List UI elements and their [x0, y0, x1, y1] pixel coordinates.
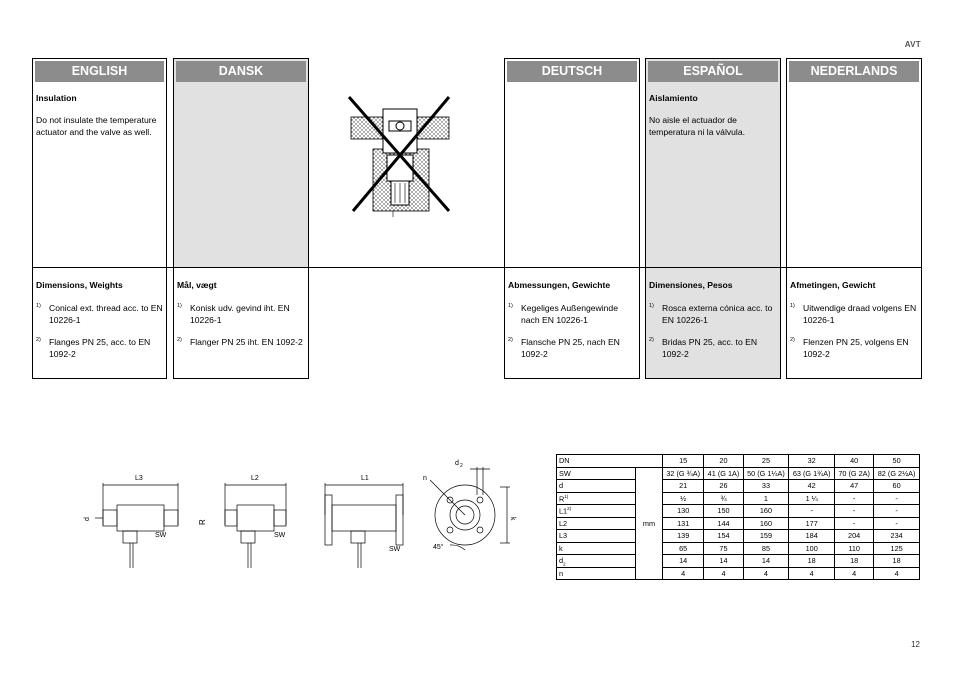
- table-cell: 85: [743, 542, 789, 555]
- column-dansk-insulation: [173, 58, 309, 268]
- table-row: [557, 505, 920, 518]
- column-deutsch-insulation: [504, 58, 640, 268]
- table-cell: 18: [835, 555, 874, 568]
- table-cell: ½: [663, 492, 704, 505]
- brand-label: AVT: [904, 40, 921, 49]
- table-cell: 154: [704, 530, 743, 543]
- label-r: R: [198, 519, 207, 525]
- table-row: [557, 467, 920, 480]
- table-row-label: L1$^{2)}$: [557, 505, 636, 518]
- footnote-2-nederlands: 2) Flenzen PN 25, volgens EN 1092-2: [790, 337, 909, 359]
- table-header-cell: 40: [835, 455, 874, 468]
- table-cell: -: [789, 505, 835, 518]
- table-cell: 4: [835, 567, 874, 580]
- table-cell: 50 (G 1¼A): [743, 467, 789, 480]
- table-row-label: n: [557, 567, 636, 580]
- table-row-label: d: [557, 480, 636, 493]
- column-english-dimensions: [32, 267, 167, 379]
- table-cell: -: [874, 492, 920, 505]
- insulation-text-espanol: No aisle el actuador de temperatura ni la válvula.: [649, 115, 746, 137]
- table-cell: 110: [835, 542, 874, 555]
- table-unit: mm: [636, 467, 663, 580]
- table-cell: -: [835, 517, 874, 530]
- table-cell: 47: [835, 480, 874, 493]
- table-header-row: [557, 455, 920, 468]
- dimension-drawings: [75, 455, 525, 575]
- table-header-cell: 15: [663, 455, 704, 468]
- table-row-label: k: [557, 542, 636, 555]
- table-row: [557, 480, 920, 493]
- table-cell: 14: [743, 555, 789, 568]
- table-cell: 4: [743, 567, 789, 580]
- table-header-cell: 50: [874, 455, 920, 468]
- dimensions-table: [556, 454, 920, 580]
- footnote-1-nederlands: 1) Uitwendige draad volgens EN 10226-1: [790, 303, 917, 325]
- column-espanol-insulation: [645, 58, 781, 268]
- column-header-deutsch: DEUTSCH: [507, 61, 637, 82]
- dims-title-deutsch: Abmessungen, Gewichte: [508, 280, 611, 290]
- table-cell: 4: [874, 567, 920, 580]
- insulation-text-english: Do not insulate the temperature actuator and the valve as well.: [36, 115, 157, 137]
- table-cell: 160: [743, 517, 789, 530]
- table-cell: 75: [704, 542, 743, 555]
- column-header-nederlands: NEDERLANDS: [789, 61, 919, 82]
- column-espanol-dimensions: [645, 267, 781, 379]
- table-cell: 42: [789, 480, 835, 493]
- table-row: [557, 567, 920, 580]
- table-cell: ¾: [704, 492, 743, 505]
- table-row: [557, 542, 920, 555]
- table-cell: 41 (G 1A): [704, 467, 743, 480]
- label-sw-2: SW: [274, 532, 286, 539]
- label-k: k: [509, 517, 516, 521]
- footnote-2-deutsch: 2) Flansche PN 25, nach EN 1092-2: [508, 337, 620, 359]
- label-sw-1: SW: [155, 532, 167, 539]
- table-cell: 1 ¼: [789, 492, 835, 505]
- dims-title-espanol: Dimensiones, Pesos: [649, 280, 733, 290]
- table-cell: 32 (G ¾A): [663, 467, 704, 480]
- column-nederlands-insulation: [786, 58, 922, 268]
- table-cell: 184: [789, 530, 835, 543]
- table-cell: 4: [663, 567, 704, 580]
- table-cell: 60: [874, 480, 920, 493]
- footnote-2-dansk: 2) Flanger PN 25 iht. EN 1092-2: [177, 337, 303, 347]
- insulation-prohibited-illustration: [345, 93, 455, 218]
- footnote-1-deutsch: 1) Kegeliges Außengewinde nach EN 10226-1: [508, 303, 618, 325]
- table-cell: 14: [663, 555, 704, 568]
- table-row-label: $d_2$: [557, 555, 636, 568]
- table-cell: 82 (G 2½A): [874, 467, 920, 480]
- table-row-label: L2: [557, 517, 636, 530]
- table-row-label: SW: [557, 467, 636, 480]
- footnote-1-dansk: 1) Konisk udv. gevind iht. EN 10226-1: [177, 303, 290, 325]
- insulation-title-english: Insulation: [36, 93, 77, 103]
- table-cell: 4: [704, 567, 743, 580]
- table-cell: -: [835, 492, 874, 505]
- table-cell: 14: [704, 555, 743, 568]
- column-header-english: ENGLISH: [35, 61, 164, 82]
- label-d2-subscript: 2: [460, 463, 463, 469]
- table-cell: 204: [835, 530, 874, 543]
- table-cell: 130: [663, 505, 704, 518]
- insulation-title-espanol: Aislamiento: [649, 93, 698, 103]
- table-row: [557, 492, 920, 505]
- table-cell: -: [874, 517, 920, 530]
- table-cell: -: [874, 505, 920, 518]
- label-d2: d: [455, 460, 459, 467]
- table-cell: 18: [874, 555, 920, 568]
- column-deutsch-dimensions: [504, 267, 640, 379]
- footnote-2-english: 2) Flanges PN 25, acc. to EN 1092-2: [36, 337, 151, 359]
- table-cell: 131: [663, 517, 704, 530]
- table-row-label: $R^{1)}$: [557, 492, 636, 505]
- table-row-label: L3: [557, 530, 636, 543]
- label-n: n: [423, 475, 427, 482]
- column-english-insulation: [32, 58, 167, 268]
- table-header-cell: 20: [704, 455, 743, 468]
- dims-title-nederlands: Afmetingen, Gewicht: [790, 280, 876, 290]
- table-cell: 33: [743, 480, 789, 493]
- column-header-dansk: DANSK: [176, 61, 306, 82]
- table-cell: 139: [663, 530, 704, 543]
- label-angle: 45°: [433, 544, 444, 551]
- label-d: d: [84, 517, 91, 521]
- column-nederlands-dimensions: [786, 267, 922, 379]
- page-number: 12: [911, 640, 920, 649]
- label-l1: L1: [361, 475, 369, 482]
- table-header-cell: 32: [789, 455, 835, 468]
- table-header-dn: DN: [557, 455, 663, 468]
- table-cell: 160: [743, 505, 789, 518]
- column-header-espanol: ESPAÑOL: [648, 61, 778, 82]
- table-cell: 1: [743, 492, 789, 505]
- table-cell: -: [835, 505, 874, 518]
- table-cell: 65: [663, 542, 704, 555]
- table-cell: 144: [704, 517, 743, 530]
- label-sw-3: SW: [389, 546, 401, 553]
- table-header-cell: 25: [743, 455, 789, 468]
- table-row: [557, 517, 920, 530]
- table-cell: 21: [663, 480, 704, 493]
- footnote-1-english: 1) Conical ext. thread acc. to EN 10226-1: [36, 303, 163, 325]
- table-row: [557, 530, 920, 543]
- dims-title-english: Dimensions, Weights: [36, 280, 123, 290]
- table-cell: 4: [789, 567, 835, 580]
- label-l2: L2: [251, 475, 259, 482]
- table-cell: 63 (G 1¾A): [789, 467, 835, 480]
- table-cell: 125: [874, 542, 920, 555]
- footnote-2-espanol: 2) Bridas PN 25, acc. to EN 1092-2: [649, 337, 758, 359]
- table-cell: 177: [789, 517, 835, 530]
- table-cell: 18: [789, 555, 835, 568]
- footnote-1-espanol: 1) Rosca externa cónica acc. to EN 10226-1: [649, 303, 773, 325]
- dims-title-dansk: Mål, vægt: [177, 280, 217, 290]
- table-cell: 70 (G 2A): [835, 467, 874, 480]
- table-cell: 150: [704, 505, 743, 518]
- column-dansk-dimensions: [173, 267, 309, 379]
- table-cell: 159: [743, 530, 789, 543]
- label-l3: L3: [135, 475, 143, 482]
- table-row: [557, 555, 920, 568]
- table-cell: 100: [789, 542, 835, 555]
- table-cell: 26: [704, 480, 743, 493]
- table-cell: 234: [874, 530, 920, 543]
